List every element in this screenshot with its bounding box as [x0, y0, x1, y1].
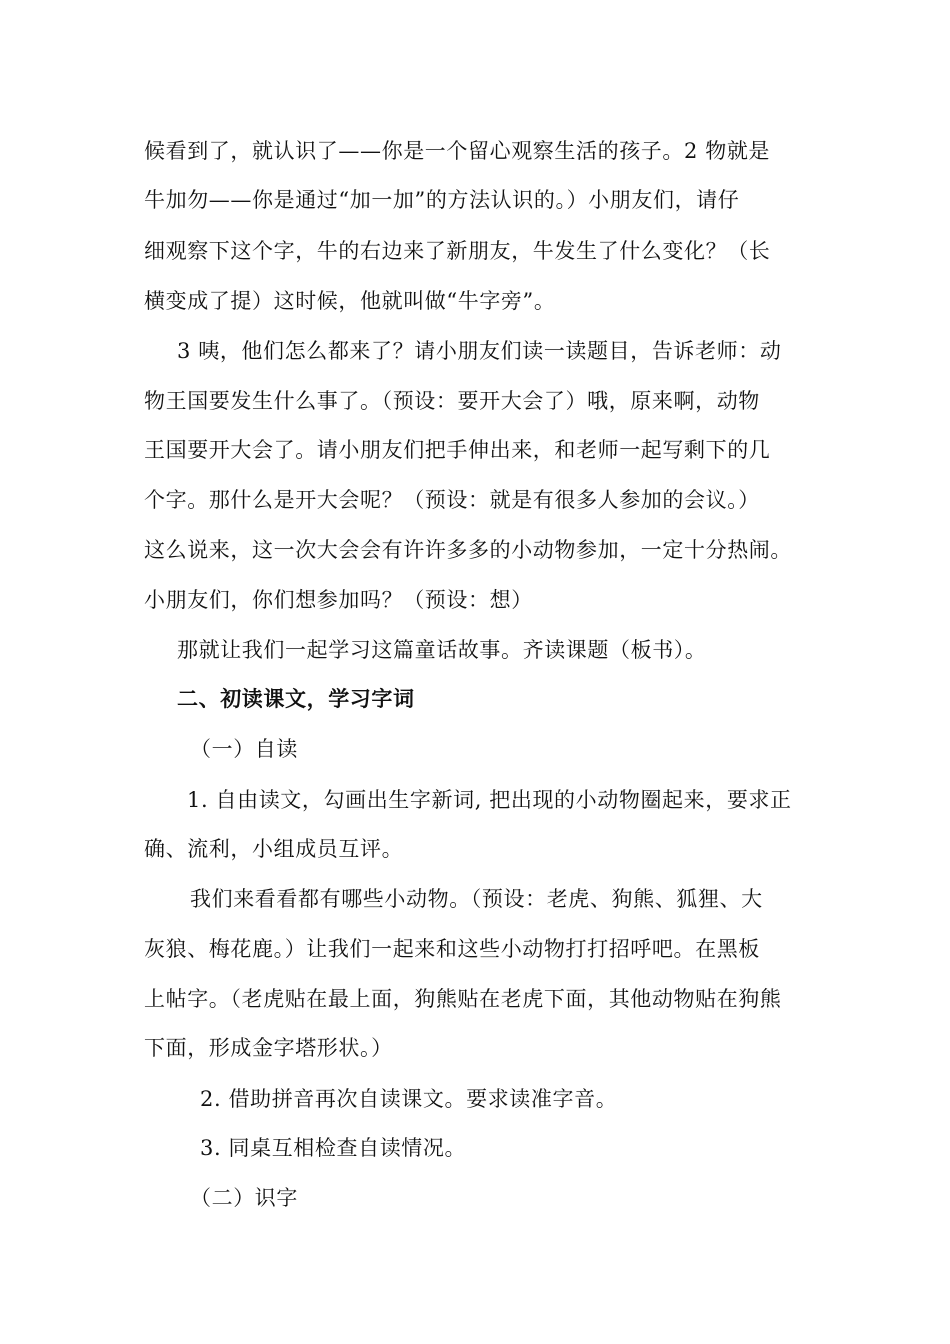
- text-line-18: 上帖字。（老虎贴在最上面，狗熊贴在老虎下面，其他动物贴在狗熊: [144, 987, 782, 1011]
- text-line-6: 物王国要发生什么事了。（预设：要开大会了）哦，原来啊，动物: [144, 389, 760, 413]
- text-line-8: 个字。那什么是开大会呢？（预设：就是有很多人参加的会议。）: [144, 488, 760, 512]
- text-line-11: 那就让我们一起学习这篇童话故事。齐读课题（板书）。: [177, 638, 707, 662]
- text-line-9: 这么说来，这一次大会会有许许多多的小动物参加，一定十分热闹。: [144, 538, 792, 562]
- text-line-20: 2. 借助拼音再次自读课文。要求读准字音。: [200, 1087, 618, 1111]
- text-line-7: 王国要开大会了。请小朋友们把手伸出来，和老师一起写剩下的几: [144, 438, 771, 462]
- text-line-10: 小朋友们，你们想参加吗？（预设：想）: [144, 588, 533, 612]
- text-line-15: 确、流利，小组成员互评。: [144, 837, 404, 861]
- text-line-4: 横变成了提）这时候，他就叫做“牛字旁”。: [144, 289, 556, 313]
- text-line-1: 候看到了，就认识了——你是一个留心观察生活的孩子。2 物就是: [144, 139, 771, 163]
- text-line-16: 我们来看看都有哪些小动物。（预设：老虎、狗熊、狐狸、大: [190, 887, 763, 911]
- text-line-2: 牛加勿——你是通过“加一加”的方法认识的。）小朋友们，请仔: [144, 188, 740, 212]
- subsection-heading-2: （二）识字: [190, 1186, 298, 1210]
- text-line-14: 1. 自由读文，勾画出生字新词, 把出现的小动物圈起来，要求正: [187, 788, 792, 812]
- subsection-heading-1: （一）自读: [190, 737, 298, 761]
- text-line-17: 灰狼、梅花鹿。）让我们一起来和这些小动物打打招呼吧。在黑板: [144, 937, 760, 961]
- text-line-21: 3. 同桌互相检查自读情况。: [200, 1136, 467, 1160]
- text-line-5: 3 咦，他们怎么都来了？请小朋友们读一读题目，告诉老师：动: [177, 339, 782, 363]
- text-line-19: 下面，形成金字塔形状。）: [144, 1036, 393, 1060]
- section-heading: 二、初读课文，学习字词: [177, 687, 415, 711]
- text-line-3: 细观察下这个字，牛的右边来了新朋友，牛发生了什么变化？（长: [144, 239, 771, 263]
